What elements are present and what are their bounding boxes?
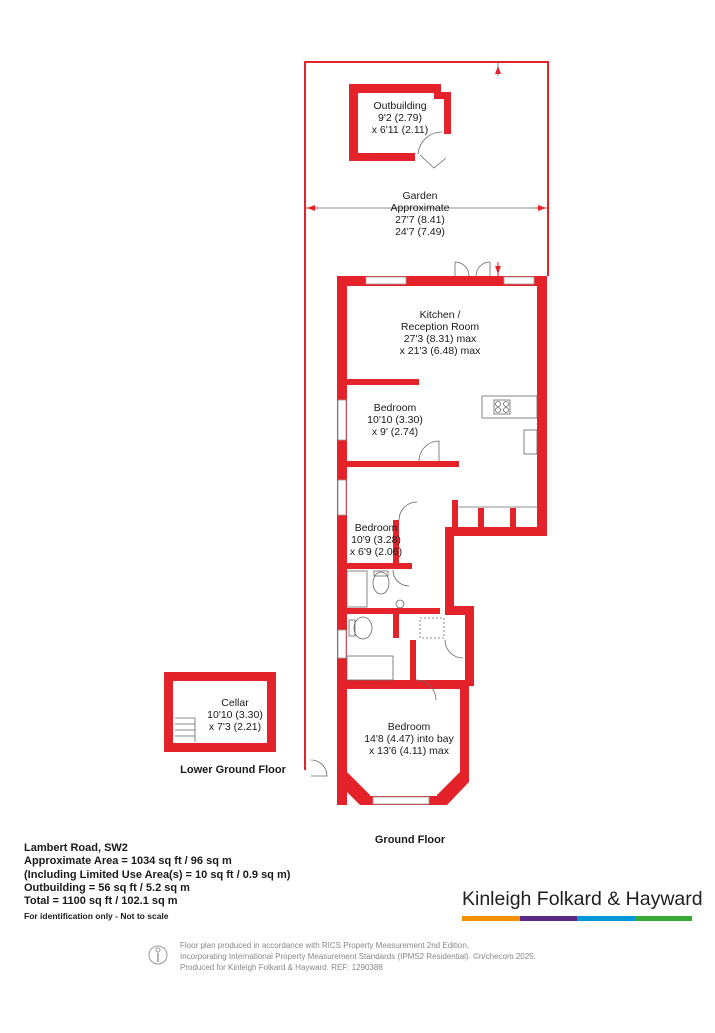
brand-logo: Kinleigh Folkard & Hayward [462, 888, 703, 910]
outbuilding-area: Outbuilding = 56 sq ft / 5.2 sq m [24, 881, 190, 894]
garden-sub: Approximate [390, 202, 450, 214]
garden-dim2: 24'7 (7.49) [395, 226, 445, 238]
bedroom3-dim1: 14'8 (4.47) into bay [364, 733, 454, 745]
address: Lambert Road, SW2 [24, 842, 128, 854]
footer-line-1: Floor plan produced in accordance with RICS Property Measurement 2nd Edition, [180, 941, 470, 950]
disclaimer: For identification only - Not to scale [24, 911, 169, 922]
ground-floor-label: Ground Floor [374, 834, 446, 846]
bedroom1-label: Bedroom [373, 402, 417, 414]
lower-ground-floor-label: Lower Ground Floor [180, 764, 286, 776]
garden-dim1: 27'7 (8.41) [395, 214, 445, 226]
outbuilding-dim2: x 6'11 (2.11) [371, 124, 429, 136]
bedroom2-label: Bedroom [354, 522, 398, 534]
brand-color-bar [462, 916, 692, 921]
brand-bar-green [635, 916, 693, 921]
cellar-label: Cellar [221, 697, 249, 709]
brand-bar-purple [520, 916, 578, 921]
footer-line-2: Incorporating International Property Measurement Standards (IPMS2 Residential). ©n/checom 2025. [180, 952, 536, 961]
kitchen-dim1: 27'3 (8.31) max [403, 333, 477, 345]
outbuilding-dim1: 9'2 (2.79) [377, 112, 423, 124]
bedroom2-dim1: 10'9 (3.28) [351, 534, 401, 546]
bedroom1-dim2: x 9' (2.74) [371, 426, 419, 438]
limited-use-area: (Including Limited Use Area(s) = 10 sq ft / 0.9 sq m) [24, 868, 291, 881]
cellar-dim2: x 7'3 (2.21) [208, 721, 262, 733]
cellar-dim1: 10'10 (3.30) [207, 709, 263, 721]
bedroom3-dim2: x 13'6 (4.11) max [368, 745, 450, 757]
brand-bar-orange [462, 916, 520, 921]
garden-label: Garden [402, 190, 438, 202]
footer-line-3: Produced for Kinleigh Folkard & Hayward. REF: 1290388 [180, 963, 383, 972]
kitchen-dim2: x 21'3 (6.48) max [399, 345, 481, 357]
brand-bar-blue [577, 916, 635, 921]
footer-note [180, 940, 536, 973]
bedroom3-label: Bedroom [387, 721, 431, 733]
property-info [24, 842, 290, 924]
kitchen-label-2: Reception Room [400, 321, 480, 333]
kitchen-label: Kitchen / [419, 309, 461, 321]
rics-icon [148, 942, 168, 968]
outbuilding-label: Outbuilding [373, 100, 427, 112]
bedroom1-dim1: 10'10 (3.30) [367, 414, 423, 426]
bedroom2-dim2: x 6'9 (2.06) [349, 546, 403, 558]
approximate-area: Approximate Area = 1034 sq ft / 96 sq m [24, 855, 232, 868]
total-area: Total = 1100 sq ft / 102.1 sq m [24, 895, 178, 908]
